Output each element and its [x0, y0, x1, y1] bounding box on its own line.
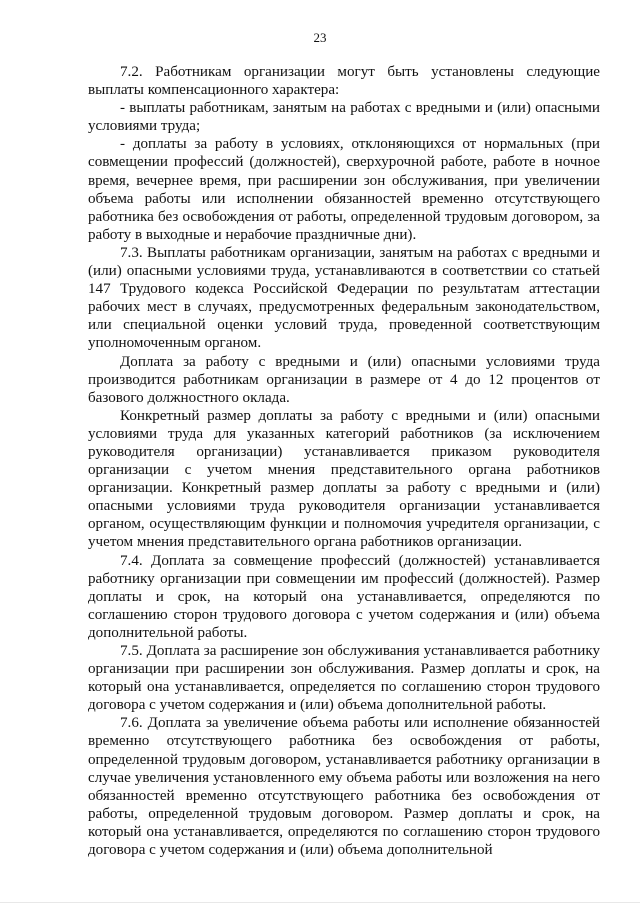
paragraph-specific-allowance-size: Конкретный размер доплаты за работу с вредными и (или) опасными условиями труда для указанных категорий работников (за исключением руководителя организации) устанавливается приказом руководителя организации с учетом мнения представительного органа работников организации. Конкретный размер доплаты за работу с вредными и (или) опасными условиями труда руководителя организации устанавливается органом, осуществляющим функции и полномочия учредителя организации, с учетом мнения представительного органа работников организации.: [88, 407, 600, 551]
list-item-hazardous-payments: - выплаты работникам, занятым на работах с вредными и (или) опасными условиями труда;: [88, 100, 600, 135]
paragraph-7-3: 7.3. Выплаты работникам организации, занятым на работах с вредными и (или) опасными условиями труда, устанавливаются в соответствии со статьей 147 Трудового кодекса Российской Федерации по результатам аттестации рабочих мест в случаях, предусмотренных федеральным законодательством, или специальной оценки условий труда, проведенной соответствующим уполномоченным органом.: [88, 244, 600, 352]
list-item-abnormal-conditions: - доплаты за работу в условиях, отклоняющихся от нормальных (при совмещении профессий (должностей), сверхурочной работе, работе в ночное время, вечернее время, при расширении зон обслуживания, при увеличении объема работы или исполнении обязанностей временно отсутствующего работника без освобождения от работы, определенной трудовым договором, за работу в выходные и нерабочие праздничные дни).: [88, 136, 600, 243]
document-body: [88, 63, 600, 859]
paragraph-7-2: 7.2. Работникам организации могут быть установлены следующие выплаты компенсационного характера:: [88, 64, 600, 99]
page-bottom-edge: [0, 902, 640, 903]
page-number: 23: [313, 30, 327, 45]
paragraph-hazard-allowance-rate: Доплата за работу с вредными и (или) опасными условиями труда производится работникам организации в размере от 4 до 12 процентов от базового должностного оклада.: [88, 353, 600, 406]
paragraph-7-6: 7.6. Доплата за увеличение объема работы или исполнение обязанностей временно отсутствующего работника без освобождения от работы, определенной трудовым договором, устанавливается работнику организации в случае увеличения установленного ему объема работы или возложения на него обязанностей временно отсутствующего работника без освобождения от работы, определенной трудовым договором. Размер доплаты и срок, на который она устанавливается, определяются по соглашению сторон трудового договора с учетом содержания и (или) объема дополнительной: [88, 715, 600, 859]
paragraph-7-5: 7.5. Доплата за расширение зон обслуживания устанавливается работнику организации при расширении зон обслуживания. Размер доплаты и срок, на который она устанавливается, определяется по соглашению сторон трудового договора с учетом содержания и (или) объема дополнительной работы.: [88, 643, 600, 714]
paragraph-7-4: 7.4. Доплата за совмещение профессий (должностей) устанавливается работнику организации при совмещении им профессий (должностей). Размер доплаты и срок, на который она устанавливается, определяются по соглашению сторон трудового договора с учетом содержания и (или) объема дополнительной работы.: [88, 552, 600, 641]
